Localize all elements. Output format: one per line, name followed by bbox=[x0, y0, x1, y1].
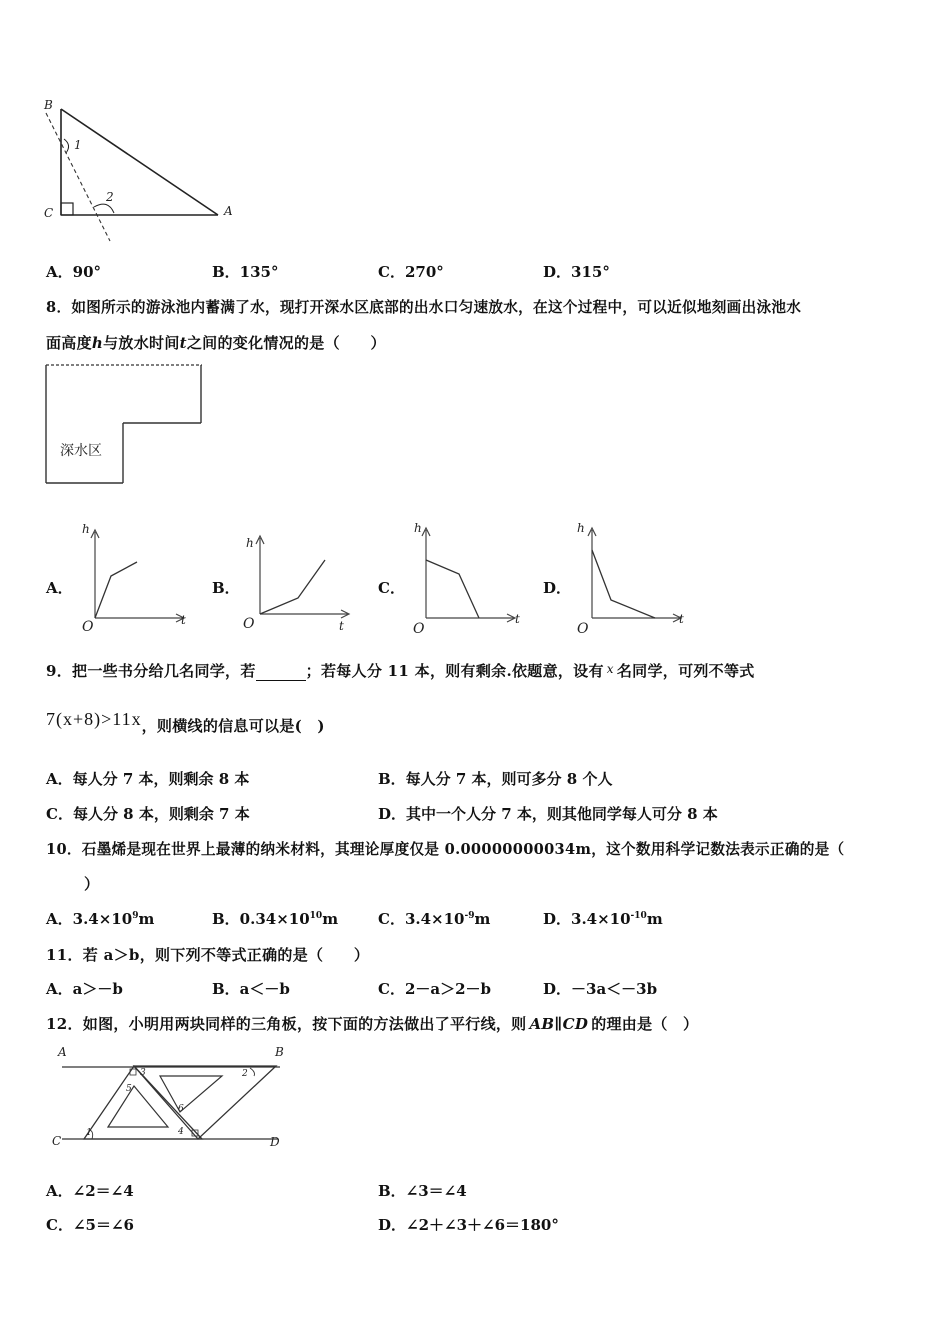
q12-stem bbox=[46, 1013, 698, 1034]
q7-angle-2: 2 bbox=[106, 190, 114, 204]
q7-option-d[interactable]: D．315° bbox=[543, 263, 610, 281]
q11-option-a[interactable]: A．a＞－b bbox=[46, 980, 123, 998]
q9-option-b[interactable]: B．每人分 7 本，则可多分 8 个人 bbox=[378, 770, 613, 788]
q8-graph-d-t: t bbox=[679, 612, 684, 626]
q8-var-t: t bbox=[179, 334, 187, 352]
q10-option-c[interactable]: C．$3.4\times 10^{-9}m$ bbox=[378, 910, 491, 928]
q11-option-c[interactable]: C．2－a＞2－b bbox=[378, 980, 492, 998]
q12-label-d: D bbox=[270, 1135, 280, 1149]
q12-angle-2: 2 bbox=[242, 1069, 248, 1079]
q9-option-a[interactable]: A．每人分 7 本，则剩余 8 本 bbox=[46, 770, 250, 788]
q8-graph-label-d[interactable]: D． bbox=[543, 579, 572, 597]
q10-stem-line2: ） bbox=[84, 875, 100, 893]
q7-label-c: C bbox=[44, 206, 54, 220]
q12-figure bbox=[50, 1042, 290, 1152]
q8-graph-a-h: h bbox=[82, 522, 90, 536]
q9-var-x: x bbox=[606, 662, 614, 676]
q8-graph-b[interactable] bbox=[243, 532, 358, 637]
q12-angle-4: 4 bbox=[178, 1127, 184, 1137]
q12-option-a[interactable]: A．∠2＝∠4 bbox=[46, 1182, 134, 1200]
q9-formula: 7(x+8)>11x bbox=[46, 709, 142, 729]
q8-text-b: 与放水时间 bbox=[103, 334, 180, 352]
q8-graph-c-t: t bbox=[515, 612, 520, 626]
q10-option-a[interactable]: A．$3.4\times 10^9m$ bbox=[46, 910, 155, 928]
q7-option-c[interactable]: C．270° bbox=[378, 263, 444, 281]
q12-angle-1: 1 bbox=[86, 1128, 92, 1138]
q8-graph-d[interactable] bbox=[575, 520, 690, 638]
q8-graph-d-h: h bbox=[577, 521, 585, 535]
q8-graph-b-t: t bbox=[339, 619, 344, 633]
q9-text-d: ，则横线的信息可以是( ) bbox=[141, 717, 325, 735]
q9-stem-line2 bbox=[46, 709, 325, 735]
q8-graph-a[interactable] bbox=[78, 520, 193, 635]
q12-label-a: A bbox=[58, 1045, 67, 1059]
q9-option-c[interactable]: C．每人分 8 本，则剩余 7 本 bbox=[46, 805, 250, 823]
q7-triangle-figure bbox=[38, 95, 248, 245]
q11-option-b[interactable]: B．a＜－b bbox=[212, 980, 290, 998]
q8-text-a: 面高度 bbox=[46, 334, 92, 352]
q12-label-b: B bbox=[275, 1045, 284, 1059]
q10-stem-line1: 10．石墨烯是现在世界上最薄的纳米材料，其理论厚度仅是 0.00000000034m，这个数用科学记数法表示正确的是（ bbox=[46, 841, 845, 858]
q12-angle-6: 6 bbox=[178, 1104, 184, 1114]
q12-angle-5: 5 bbox=[126, 1084, 132, 1094]
q12-angle-3: 3 bbox=[140, 1068, 146, 1078]
q8-graph-c-h: h bbox=[414, 521, 422, 535]
q10-option-d[interactable]: D．$3.4\times 10^{-10}m$ bbox=[543, 910, 663, 928]
q8-stem-line1: 8．如图所示的游泳池内蓄满了水，现打开深水区底部的出水口匀速放水，在这个过程中，可以近似地刻画出泳池水 bbox=[46, 299, 802, 316]
q8-graph-a-o: O bbox=[82, 619, 94, 635]
q12-text-a: 12．如图，小明用两块同样的三角板，按下面的方法做出了平行线，则 bbox=[46, 1015, 527, 1033]
q8-graph-a-t: t bbox=[181, 613, 186, 627]
q8-graph-label-a[interactable]: A． bbox=[46, 579, 73, 597]
q11-stem: 11．若 a＞b，则下列不等式正确的是（ ） bbox=[46, 946, 370, 964]
q12-option-d[interactable]: D．∠2＋∠3＋∠6＝180° bbox=[378, 1216, 559, 1234]
q8-pool-figure bbox=[44, 362, 206, 488]
q9-text-c: 名同学，可列不等式 bbox=[616, 662, 755, 680]
q12-option-c[interactable]: C．∠5＝∠6 bbox=[46, 1216, 134, 1234]
q8-graph-label-b[interactable]: B． bbox=[212, 579, 240, 597]
q9-option-d[interactable]: D．其中一个人分 7 本，则其他同学每人可分 8 本 bbox=[378, 805, 718, 823]
q12-option-b[interactable]: B．∠3＝∠4 bbox=[378, 1182, 467, 1200]
q9-text-b: ；若每人分 11 本，则有剩余.依题意，设有 bbox=[305, 662, 604, 680]
q8-stem-line2 bbox=[46, 332, 386, 353]
q12-label-c: C bbox=[52, 1134, 62, 1148]
q8-graph-b-h: h bbox=[246, 536, 254, 550]
q11-option-d[interactable]: D．－3a＜－3b bbox=[543, 980, 658, 998]
q7-option-b[interactable]: B．135° bbox=[212, 263, 279, 281]
q8-graph-label-c[interactable]: C． bbox=[378, 579, 405, 597]
q12-text-b: 的理由是（ ） bbox=[591, 1015, 699, 1033]
q8-graph-b-o: O bbox=[243, 616, 255, 632]
q9-stem-line1 bbox=[46, 660, 755, 681]
q12-ab-cd: AB∥CD bbox=[529, 1015, 589, 1033]
q9-text-a: 9．把一些书分给几名同学，若 bbox=[46, 662, 256, 680]
q9-blank[interactable] bbox=[256, 666, 306, 681]
q10-option-b[interactable]: B．$0.34\times 10^{10}m$ bbox=[212, 910, 339, 928]
q7-angle-1: 1 bbox=[74, 138, 82, 152]
q7-option-a[interactable]: A．90° bbox=[46, 263, 102, 281]
q8-pool-label: 深水区 bbox=[60, 443, 102, 459]
q7-label-b: B bbox=[44, 98, 53, 112]
q7-label-a: A bbox=[224, 204, 233, 218]
q8-graph-c-o: O bbox=[413, 621, 425, 637]
q8-graph-d-o: O bbox=[577, 621, 589, 637]
q8-graph-c[interactable] bbox=[409, 520, 524, 638]
q8-text-c: 之间的变化情况的是（ ） bbox=[186, 334, 386, 352]
q8-var-h: h bbox=[91, 334, 104, 352]
